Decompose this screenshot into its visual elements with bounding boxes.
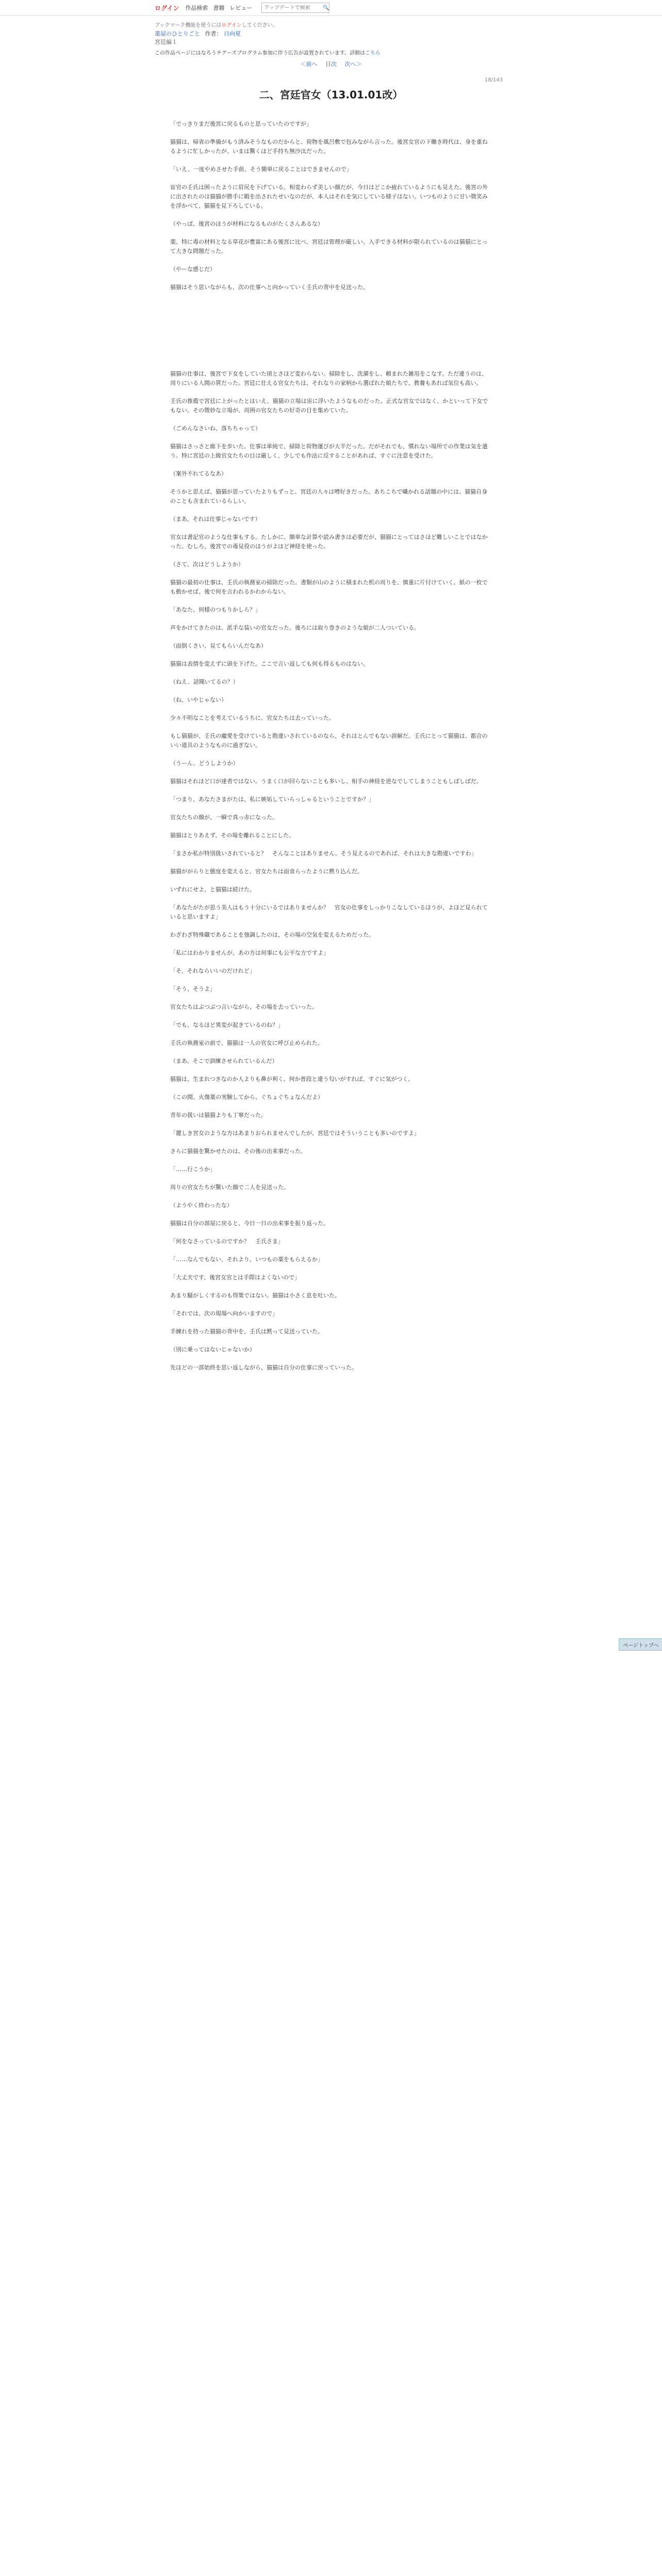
body-paragraph: 猫猫の最初の仕事は、壬氏の執務室の掃除だった。書類が山のように積まれた机の周りを、慎重に片付けていく。紙の一枚でも動かせば、後で何を言われるかわからない。 — [170, 579, 488, 595]
body-paragraph: （ねえ、話聞いてるの？） — [170, 679, 239, 685]
search-input[interactable] — [262, 5, 323, 11]
program-note: この作品ページにはなろうチアーズプログラム参加に伴う広告が設置されています。詳細はこちら — [155, 50, 381, 56]
page-top-button[interactable]: ページトップへ — [619, 1638, 662, 1651]
body-paragraph: （案外不れてるなあ） — [170, 470, 227, 477]
body-paragraph: 猫猫は自分の部屋に戻ると、今日一日の出来事を振り返った。 — [170, 1220, 329, 1227]
author-label: 作者： — [205, 30, 222, 37]
pager-top — [0, 60, 662, 68]
body-paragraph: 猫猫は、生まれつきなのか人よりも鼻が利く。何か普段と違う匂いがすれば、すぐに気がつく。 — [170, 1076, 414, 1082]
body-paragraph: いずれにせよ、と猫猫は続けた。 — [170, 886, 255, 893]
body-paragraph: 壬氏の推薦で宮廷に上がったとはいえ、猫猫の立場は宙に浮いたようなものだった。正式な官女ではなく、かといって下女でもない。その微妙な立場が、周囲の官女たちの好奇の目を集めていた。 — [170, 398, 488, 414]
body-paragraph: 青年の扱いは猫猫よりも丁寧だった。 — [170, 1112, 267, 1118]
body-paragraph: 周りの官女たちが驚いた顔で二人を見送った。 — [170, 1184, 289, 1191]
top-nav-bar — [0, 0, 662, 16]
body-paragraph: 「そ、それならいいのだけれど」 — [170, 968, 255, 974]
prev-link[interactable]: ＜前へ — [300, 61, 318, 67]
chapter-number: 18/143 — [485, 77, 503, 83]
body-paragraph: もし猫猫が、壬氏の寵愛を受けていると勘違いされているのなら、それはとんでもない誤解だ。壬氏にとって猫猫は、都合のいい道具のようなものに過ぎない。 — [170, 733, 488, 749]
body-paragraph: さらに猫猫を驚かせたのは、その後の出来事だった。 — [170, 1148, 306, 1155]
body-paragraph: 薬、特に毒の材料となる草花が豊富にある後宮に比べ、宮廷は管理が厳しい。入手できる材料が限られているのは猫猫にとって大きな問題だった。 — [170, 239, 488, 255]
body-paragraph: 「麗しき宮女のような方はあまりおられませんでしたが、宮廷ではそういうことも多いのですよ」 — [170, 1130, 420, 1137]
chapter-body — [170, 120, 490, 1381]
body-paragraph: 「いえ、一度やめさせた手前、そう簡単に戻ることはできませんので」 — [170, 166, 352, 173]
body-paragraph: 少々不明なことを考えているうちに、官女たちは去っていった。 — [170, 715, 335, 721]
body-paragraph: 「私にはわかりませんが、あの方は何事にも公平な方ですよ」 — [170, 950, 329, 956]
body-paragraph: 猫猫の仕事は、後宮で下女をしていた頃とさほど変わらない。掃除をし、洗濯をし、頼まれた雑用をこなす。ただ違うのは、周りにいる人間の質だった。宮廷に仕える官女たちは、それなりの家柄から選ばれた娘たちで、教養もあれば気位も高い。 — [170, 370, 488, 386]
body-paragraph: 「でっきりまだ後宮に戻るものと思っていたのですが」 — [170, 121, 312, 127]
chapter-title: 二、宮廷官女（13.01.01改） — [259, 89, 403, 101]
body-paragraph: わざわざ特殊職であることを強調したのは、その場の空気を変えるためだった。 — [170, 931, 374, 938]
body-paragraph: 「まさか私が特別扱いされていると？ そんなことはありません。そう見えるのであれば、それは大きな勘違いですわ」 — [170, 850, 477, 857]
body-paragraph: （さて、次はどうしようか） — [170, 561, 244, 568]
body-paragraph: 先ほどの一部始終を思い返しながら、猫猫は自分の仕事に戻っていった。 — [170, 1364, 357, 1371]
search-icon[interactable]: 🔍 — [323, 5, 329, 11]
header-search[interactable] — [261, 3, 329, 13]
body-paragraph: （うーん、どうしようか） — [170, 760, 239, 767]
body-paragraph: 宦官の壬氏は困ったように眉尻を下げている。相変わらず美しい顔だが、今日はどこか疲れているようにも見えた。後宮の外に出されたのは猫猫が勝手に暇を出されたせいなのだが、本人はそれを気にしている様子はない。いつものように甘い微笑みを浮かべて、猫猫を見下ろしている。 — [170, 184, 488, 209]
body-paragraph: 「あなたがたが思う美人はもう十分にいるではありませんか？ 官女の仕事をしっかりこなしているほうが、よほど見られていると思いますよ」 — [170, 904, 488, 920]
body-paragraph: （ね、いやじゃない） — [170, 697, 227, 703]
body-paragraph: （まあ、それは仕事じゃないです） — [170, 516, 261, 522]
body-paragraph: （やーな感じだ） — [170, 266, 216, 273]
body-paragraph: （やっぱ、後宮のほうが材料になるものがたくさんあるな） — [170, 221, 323, 227]
body-paragraph: 「大丈夫です、後宮女官とは手際はよくないので」 — [170, 1274, 301, 1281]
body-paragraph: 猫猫はそれほど口が達者ではない。うまく口が回らないことも多いし、相手の神経を逆なでしてしまうこともしばしばだ。 — [170, 778, 482, 785]
body-paragraph: 猫猫は表情を変えずに頭を下げた。ここで言い返しても何も得るものはない。 — [170, 660, 369, 667]
body-paragraph: 手練れを持った猫猫の背中を、壬氏は黙って見送っていた。 — [170, 1328, 323, 1335]
toc-link[interactable]: 目次 — [325, 61, 337, 67]
body-paragraph: 「つまり、あなたさまがたは、私に嫉妬していらっしゃるということですか？」 — [170, 796, 374, 803]
body-paragraph: 猫猫はとりあえず、その場を離れることにした。 — [170, 832, 295, 839]
body-paragraph: 「……なんでもない、それより、いつもの薬をもらえるか」 — [170, 1256, 323, 1263]
body-paragraph: （ごめんなさいね、落ちちゃって） — [170, 425, 261, 432]
body-paragraph: 「そう、そうよ」 — [170, 986, 216, 992]
body-paragraph: 「それでは、次の現場へ向かいますので」 — [170, 1310, 278, 1317]
body-paragraph: 壬氏の執務室の前で、猫猫は一人の官女に呼び止められた。 — [170, 1040, 323, 1046]
login-link[interactable]: ログイン — [155, 4, 179, 12]
body-paragraph: 声をかけてきたのは、派手な装いの官女だった。後ろには取り巻きのような娘が二人ついている。 — [170, 624, 420, 631]
next-link[interactable]: 次へ＞ — [344, 61, 362, 67]
body-paragraph: （面倒くさい、見てもらいんだなあ） — [170, 642, 267, 649]
nav-reviews[interactable]: レビュー — [229, 5, 253, 11]
body-paragraph: 官女は書記官のような仕事もする。たしかに、簡単な計算や読み書きは必要だが、猫猫にとってはさほど難しいことではなかった。むしろ、後宮での毒見役のほうがよほど神経を使った。 — [170, 534, 488, 550]
body-paragraph: （まあ、そこで訓練させられているんだ） — [170, 1058, 278, 1064]
body-paragraph: （別に乗ってはないじゃないか） — [170, 1346, 255, 1353]
nav-search-works[interactable]: 作品検索 — [185, 5, 208, 11]
series-name: 宮廷編１ — [155, 39, 177, 45]
body-paragraph: （この間、火傷薬の実験してから、ぐちょぐちょなんだよ） — [170, 1094, 323, 1100]
body-paragraph: 猫猫はさっさと廊下を歩いた。仕事は単純で、掃除と荷物運びが大半だった。だがそれでも、慣れない場所での作業は気を遣う。特に宮廷の上級官女たちの目は厳しく、少しでも作法に反することがあれば、すぐに注意を受けた。 — [170, 443, 488, 459]
body-paragraph: 官女たちの顔が、一瞬で真っ赤になった。 — [170, 814, 278, 821]
body-paragraph: 「……行こうか」 — [170, 1166, 216, 1173]
novel-title[interactable]: 薬屋のひとりごと — [155, 30, 200, 37]
body-paragraph: 「何をなさっているのですか？ 壬氏さま」 — [170, 1238, 284, 1245]
author-name[interactable]: 日向夏 — [224, 30, 241, 37]
program-note-link[interactable]: こちら — [365, 50, 381, 56]
work-meta — [155, 30, 241, 46]
notice-login-link[interactable]: ログイン — [221, 23, 242, 28]
body-paragraph: あまり騒がしくするのも得策ではない。猫猫は小さく息を吐いた。 — [170, 1292, 340, 1299]
body-paragraph: 官女たちはぶつぶつ言いながら、その場を去っていった。 — [170, 1004, 318, 1010]
body-paragraph: 「でも、なるほど異変が起きているのね？」 — [170, 1022, 284, 1028]
nav-books[interactable]: 書籍 — [213, 5, 225, 11]
bookmark-notice: ブックマーク機能を使うにはログインしてください。 — [155, 23, 278, 28]
body-paragraph: 猫猫ががらりと態度を変えると、官女たちは面食らったように黙り込んだ。 — [170, 868, 363, 875]
body-paragraph: 猫猫はそう思いながらも、次の仕事へと向かっていく壬氏の背中を見送った。 — [170, 284, 369, 291]
body-paragraph: （ようやく終わったな） — [170, 1202, 233, 1209]
body-paragraph: 猫猫は、帰省の準備がもう済みそうなものだからと、荷物を風呂敷で包みながら言った。後宮女官の下働き時代は、身を重ねるように忙しかったが、いまは驚くほど手持ち無沙汰だった。 — [170, 139, 488, 155]
body-paragraph: 「あなた、何様のつもりかしら？」 — [170, 606, 261, 613]
body-paragraph: そうかと思えば、猫猫が思っていたよりもずっと、宮廷の人々は噂好きだった。あちこちで囁かれる話題の中には、猫猫自身のことも含まれているらしい。 — [170, 488, 488, 504]
